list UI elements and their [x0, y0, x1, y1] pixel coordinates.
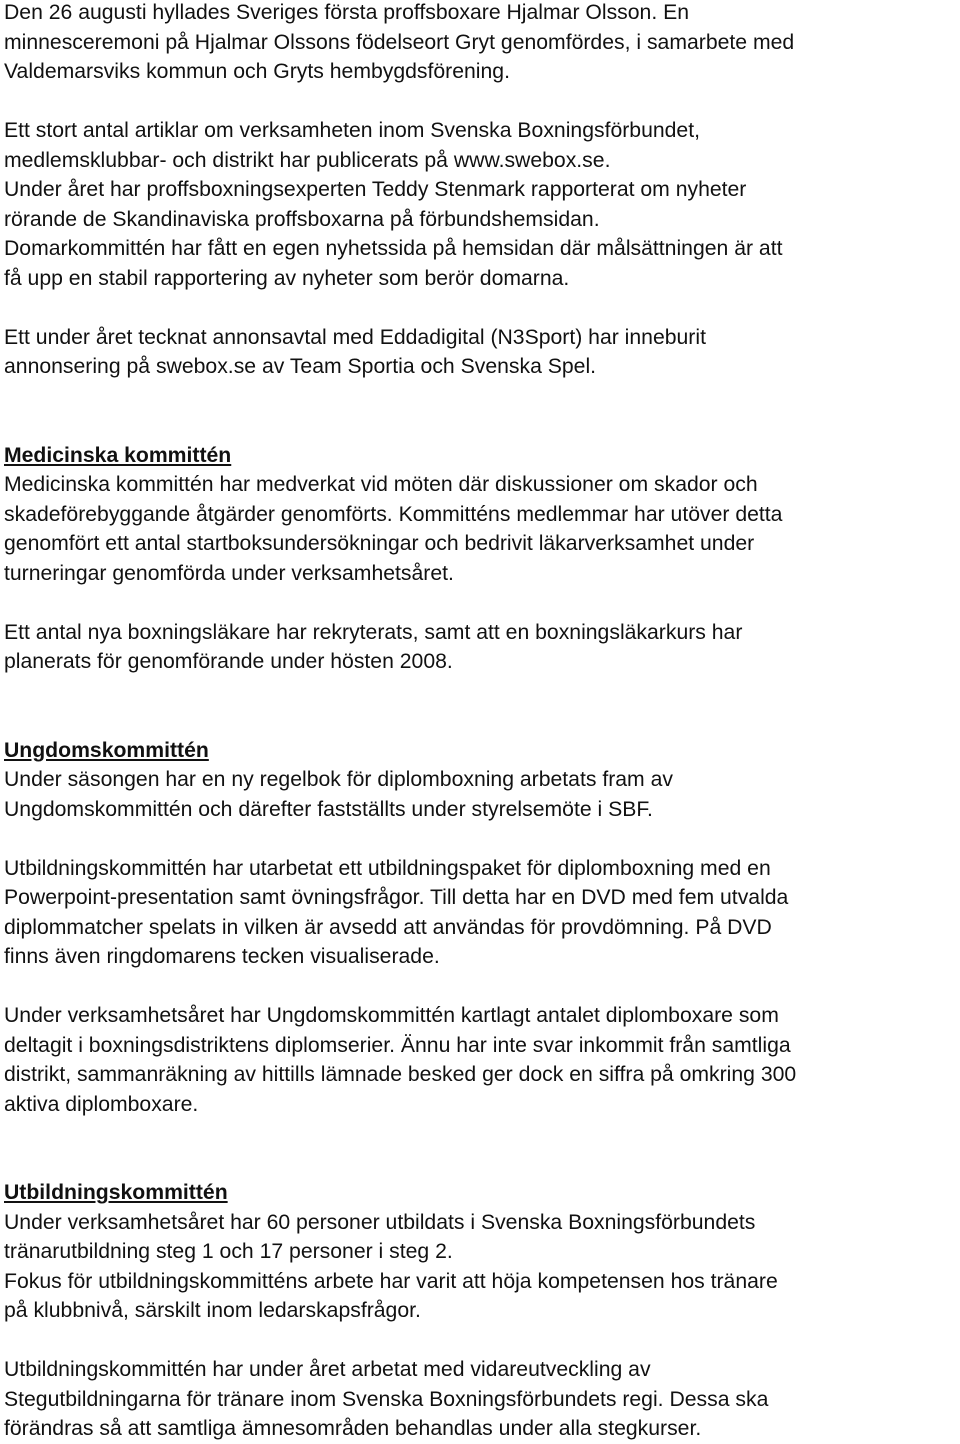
text-line: distrikt, sammanräkning av hittills lämnade besked ger dock en siffra på omkring 300	[4, 1063, 797, 1086]
intro-paragraph	[4, 0, 954, 87]
text-line: Powerpoint-presentation samt övningsfrågor. Till detta har en DVD med fem utvalda	[4, 886, 789, 909]
text-line: Fokus för utbildningskommitténs arbete har varit att höja kompetensen hos tränare	[4, 1269, 778, 1293]
advertising-paragraph	[4, 323, 954, 382]
text-line: Utbildningskommittén har under året arbetat med vidareutveckling av	[4, 1358, 651, 1381]
text-line: Stegutbildningarna för tränare inom Svenska Boxningsförbundets regi. Dessa ska	[4, 1387, 769, 1411]
section-heading-medical: Medicinska kommittén	[4, 443, 232, 467]
text-line: minnesceremoni på Hjalmar Olssons födelseort Gryt genomfördes, i samarbete med	[4, 30, 795, 54]
text-line: diplommatcher spelats in vilken är avsedd att användas för provdömning. På DVD	[4, 915, 772, 939]
text-line: planerats för genomförande under hösten 2008.	[4, 650, 453, 673]
text-line: Under året har proffsboxningsexperten Teddy Stenmark rapporterat om nyheter	[4, 178, 747, 201]
text-line: deltagit i boxningsdistriktens diplomserier. Ännu har inte svar inkommit från samtliga	[4, 1033, 791, 1057]
text-line: förändras så att samtliga ämnesområden behandlas under alla stegkurser.	[4, 1417, 702, 1440]
text-line: Valdemarsviks kommun och Gryts hembygdsförening.	[4, 60, 510, 83]
text-line: få upp en stabil rapportering av nyheter som berör domarna.	[4, 266, 570, 290]
text-line: aktiva diplomboxare.	[4, 1092, 199, 1116]
document-page	[4, 0, 954, 1444]
text-line: skadeförebyggande åtgärder genomförts. Kommitténs medlemmar har utöver detta	[4, 502, 783, 526]
text-line: tränarutbildning steg 1 och 17 personer i steg 2.	[4, 1240, 453, 1263]
text-line: Ett under året tecknat annonsavtal med Eddadigital (N3Sport) har inneburit	[4, 325, 706, 349]
text-line: Ungdomskommittén och därefter fastställts under styrelsemöte i SBF.	[4, 797, 653, 821]
text-line: Ett stort antal artiklar om verksamheten inom Svenska Boxningsförbundet,	[4, 119, 700, 142]
section-heading-education: Utbildningskommittén	[4, 1181, 228, 1204]
section-heading-youth: Ungdomskommittén	[4, 738, 209, 762]
education-section	[4, 1178, 954, 1326]
education-paragraph-2	[4, 1355, 954, 1444]
website-paragraph	[4, 116, 954, 293]
text-line: Den 26 augusti hyllades Sveriges första proffsboxare Hjalmar Olsson. En	[4, 1, 690, 24]
youth-paragraph-2	[4, 854, 954, 972]
text-line: genomfört ett antal startboksundersökningar och bedrivit läkarverksamhet under	[4, 532, 755, 555]
text-line: Utbildningskommittén har utarbetat ett utbildningspaket för diplomboxning med en	[4, 856, 771, 880]
text-line: medlemsklubbar- och distrikt har publicerats på www.swebox.se.	[4, 148, 611, 172]
text-line: Medicinska kommittén har medverkat vid möten där diskussioner om skador och	[4, 473, 758, 496]
medical-section	[4, 441, 954, 589]
text-line: Under verksamhetsåret har Ungdomskommittén kartlagt antalet diplomboxare som	[4, 1004, 779, 1027]
text-line: Under säsongen har en ny regelbok för diplomboxning arbetats fram av	[4, 768, 673, 791]
text-line: rörande de Skandinaviska proffsboxarna på förbundshemsidan.	[4, 207, 600, 231]
youth-section	[4, 736, 954, 825]
text-line: finns även ringdomarens tecken visualiserade.	[4, 945, 440, 968]
medical-paragraph-2	[4, 618, 954, 677]
text-line: Ett antal nya boxningsläkare har rekryterats, samt att en boxningsläkarkurs har	[4, 620, 743, 644]
text-line: annonsering på swebox.se av Team Sportia och Svenska Spel.	[4, 355, 597, 378]
text-line: på klubbnivå, särskilt inom ledarskapsfrågor.	[4, 1299, 421, 1322]
text-line: Domarkommittén har fått en egen nyhetssida på hemsidan där målsättningen är att	[4, 237, 783, 260]
text-line: turneringar genomförda under verksamhetsåret.	[4, 561, 454, 585]
text-line: Under verksamhetsåret har 60 personer utbildats i Svenska Boxningsförbundets	[4, 1210, 756, 1234]
youth-paragraph-3	[4, 1001, 954, 1119]
